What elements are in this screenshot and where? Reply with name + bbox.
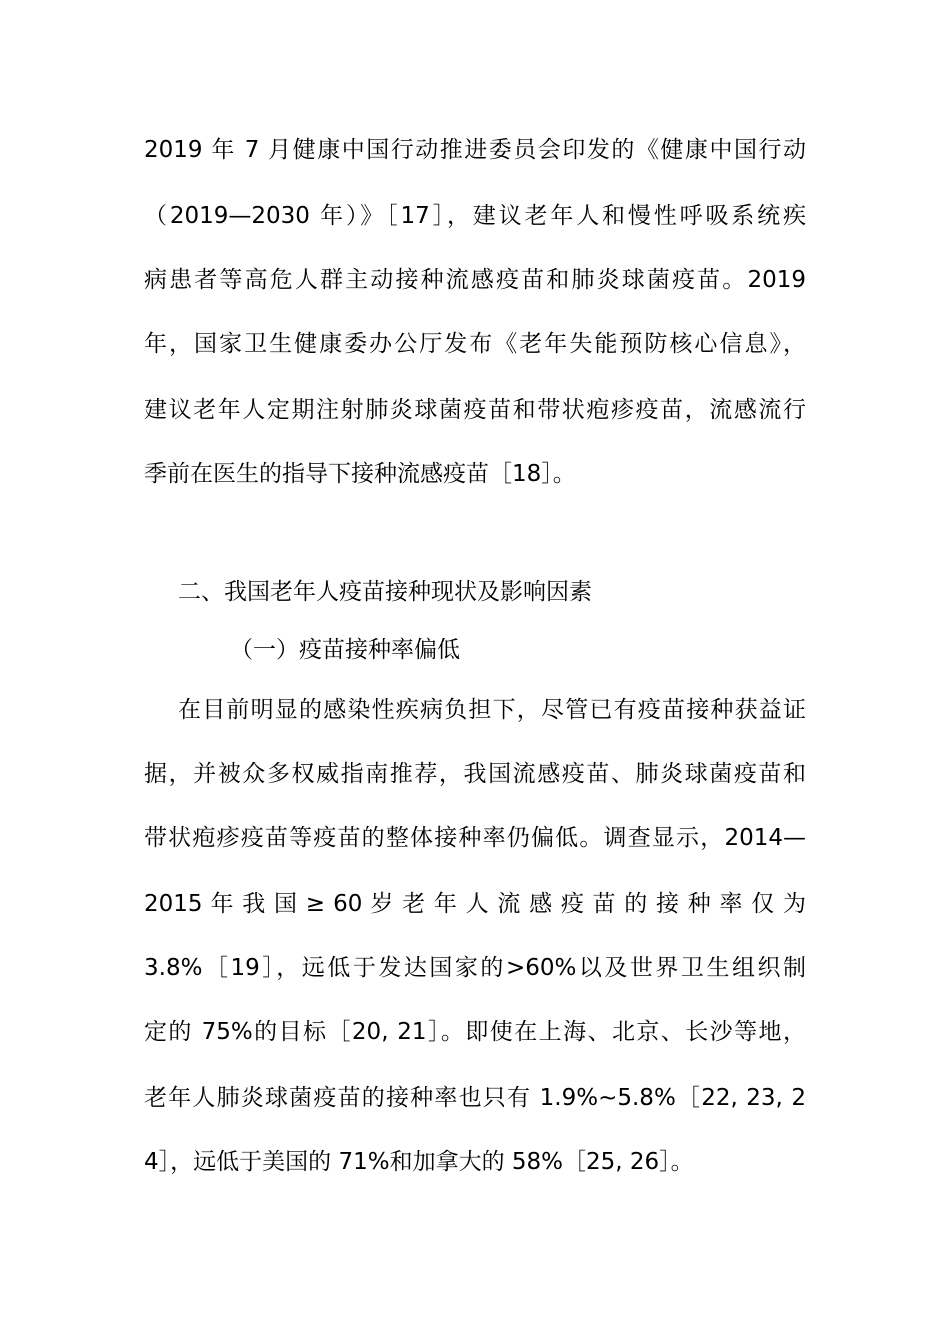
paragraph1-line-3: 病患者等高危人群主动接种流感疫苗和肺炎球菌疫苗。2019 [144, 267, 806, 293]
paragraph2-line-1: 在目前明显的感染性疾病负担下，尽管已有疫苗接种获益证 [178, 697, 806, 723]
paragraph2-line-2: 据，并被众多权威指南推荐，我国流感疫苗、肺炎球菌疫苗和 [144, 761, 806, 787]
paragraph2-line-5: 3.8%［19］，远低于发达国家的>60%以及世界卫生组织制 [144, 955, 806, 981]
paragraph1-line-2: （2019—2030 年）》［17］，建议老年人和慢性呼吸系统疾 [144, 203, 806, 229]
paragraph2-line-6: 定的 75%的目标［20, 21］。即使在上海、北京、长沙等地， [144, 1019, 806, 1045]
paragraph1-line-6: 季前在医生的指导下接种流感疫苗［18］。 [144, 461, 576, 487]
paragraph2-line-8: 4］，远低于美国的 71%和加拿大的 58%［25, 26］。 [144, 1149, 694, 1175]
paragraph2-line-4: 2015 年 我 国 ≥ 60 岁 老 年 人 流 感 疫 苗 的 接 种 率 仅 为 [144, 891, 806, 917]
paragraph2-line-3: 带状疱疹疫苗等疫苗的整体接种率仍偏低。调查显示，2014— [144, 825, 806, 851]
section-heading: 二、我国老年人疫苗接种现状及影响因素 [178, 579, 592, 605]
subsection-heading: （一）疫苗接种率偏低 [230, 637, 460, 663]
paragraph1-line-5: 建议老年人定期注射肺炎球菌疫苗和带状疱疹疫苗，流感流行 [144, 397, 806, 423]
paragraph1-line-4: 年，国家卫生健康委办公厅发布《老年失能预防核心信息》， [144, 331, 806, 357]
paragraph2-line-7: 老年人肺炎球菌疫苗的接种率也只有 1.9%~5.8%［22, 23, 2 [144, 1085, 806, 1111]
paragraph1-line-1: 2019 年 7 月健康中国行动推进委员会印发的《健康中国行动 [144, 137, 806, 163]
